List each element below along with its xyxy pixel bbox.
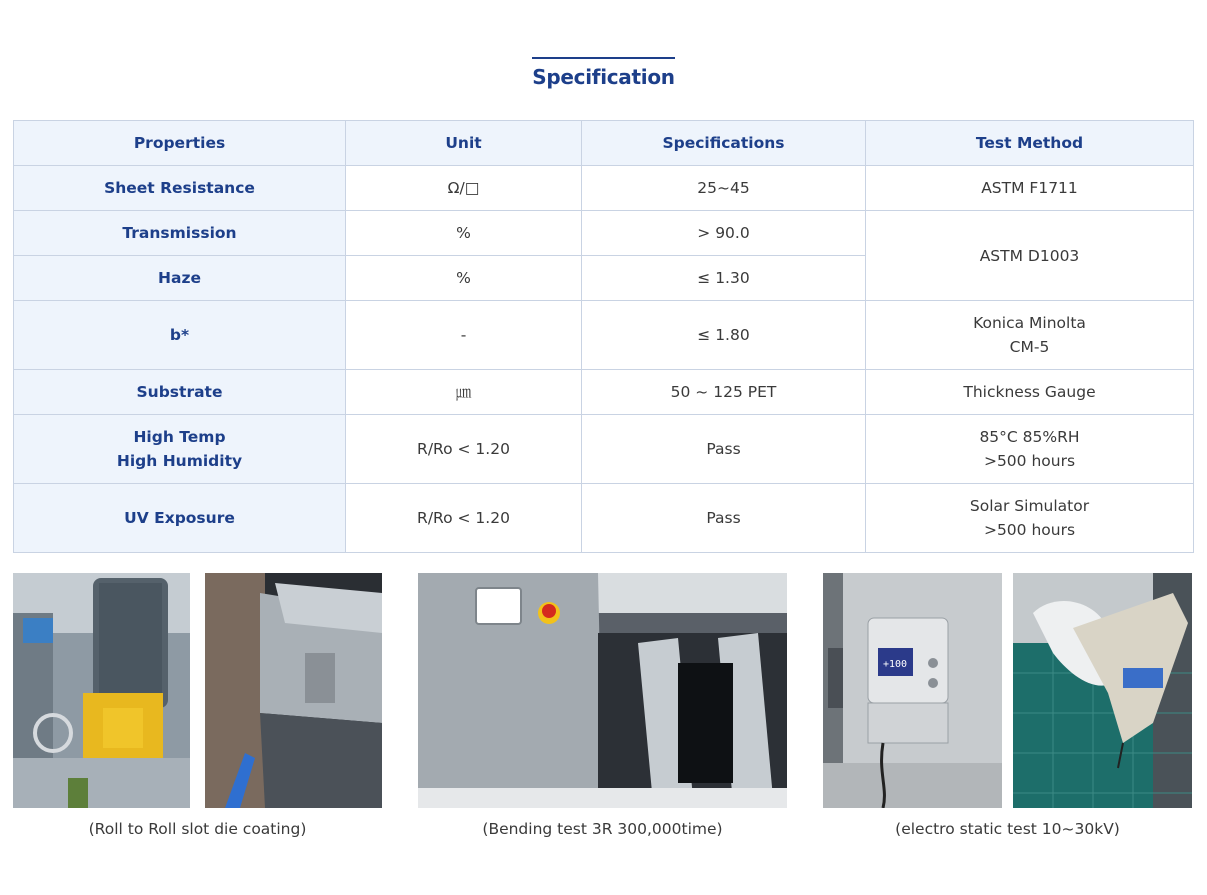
method-line: 85°C 85%RH: [979, 428, 1080, 446]
spec-cell: 50 ~ 125 PET: [582, 370, 866, 415]
unit-cell: %: [346, 211, 582, 256]
unit-cell: ㎛: [346, 370, 582, 415]
table-row: [14, 211, 1194, 256]
unit-cell: R/Ro < 1.20: [346, 415, 582, 484]
table-row: [14, 166, 1194, 211]
page-title: Specification: [532, 57, 674, 89]
method-cell: [866, 415, 1194, 484]
spec-cell: 25~45: [582, 166, 866, 211]
method-cell: Thickness Gauge: [866, 370, 1194, 415]
header-properties: Properties: [14, 121, 346, 166]
unit-cell: Ω/□: [346, 166, 582, 211]
unit-cell: %: [346, 256, 582, 301]
meter-display-text: +100: [882, 659, 908, 670]
property-line: High Humidity: [116, 452, 243, 470]
property-cell: Substrate: [14, 370, 346, 415]
method-cell: ASTM D1003: [866, 211, 1194, 301]
method-line: >500 hours: [983, 521, 1076, 539]
table-row: [14, 415, 1194, 484]
photo-static-probe: [1013, 573, 1192, 808]
method-cell: ASTM F1711: [866, 166, 1194, 211]
property-cell: b*: [14, 301, 346, 370]
photo-static-tester: [823, 573, 1002, 808]
spec-cell: ≤ 1.30: [582, 256, 866, 301]
spec-cell: Pass: [582, 484, 866, 553]
method-line: Solar Simulator: [969, 497, 1090, 515]
header-specifications: Specifications: [582, 121, 866, 166]
table-row: [14, 484, 1194, 553]
property-cell: Transmission: [14, 211, 346, 256]
method-line: CM-5: [1009, 338, 1050, 356]
table-row: [14, 370, 1194, 415]
header-unit: Unit: [346, 121, 582, 166]
table-row: [14, 301, 1194, 370]
photo-slot-die: [205, 573, 382, 808]
unit-cell: -: [346, 301, 582, 370]
photo-pump-motor: [13, 573, 190, 808]
table-header-row: [14, 121, 1194, 166]
spec-cell: > 90.0: [582, 211, 866, 256]
property-line: High Temp: [133, 428, 226, 446]
method-line: >500 hours: [983, 452, 1076, 470]
spec-table: [13, 120, 1194, 553]
property-cell: [14, 415, 346, 484]
spec-cell: Pass: [582, 415, 866, 484]
caption-bending: (Bending test 3R 300,000time): [482, 820, 723, 838]
header-test-method: Test Method: [866, 121, 1194, 166]
method-cell: [866, 484, 1194, 553]
property-cell: Sheet Resistance: [14, 166, 346, 211]
method-line: Konica Minolta: [973, 314, 1086, 332]
spec-cell: ≤ 1.80: [582, 301, 866, 370]
caption-coating: (Roll to Roll slot die coating): [88, 820, 307, 838]
unit-cell: R/Ro < 1.20: [346, 484, 582, 553]
method-cell: [866, 301, 1194, 370]
caption-electrostatic: (electro static test 10~30kV): [895, 820, 1120, 838]
property-cell: UV Exposure: [14, 484, 346, 553]
property-cell: Haze: [14, 256, 346, 301]
title-wrap: [0, 57, 1207, 89]
photo-bending-tester: [418, 573, 787, 808]
